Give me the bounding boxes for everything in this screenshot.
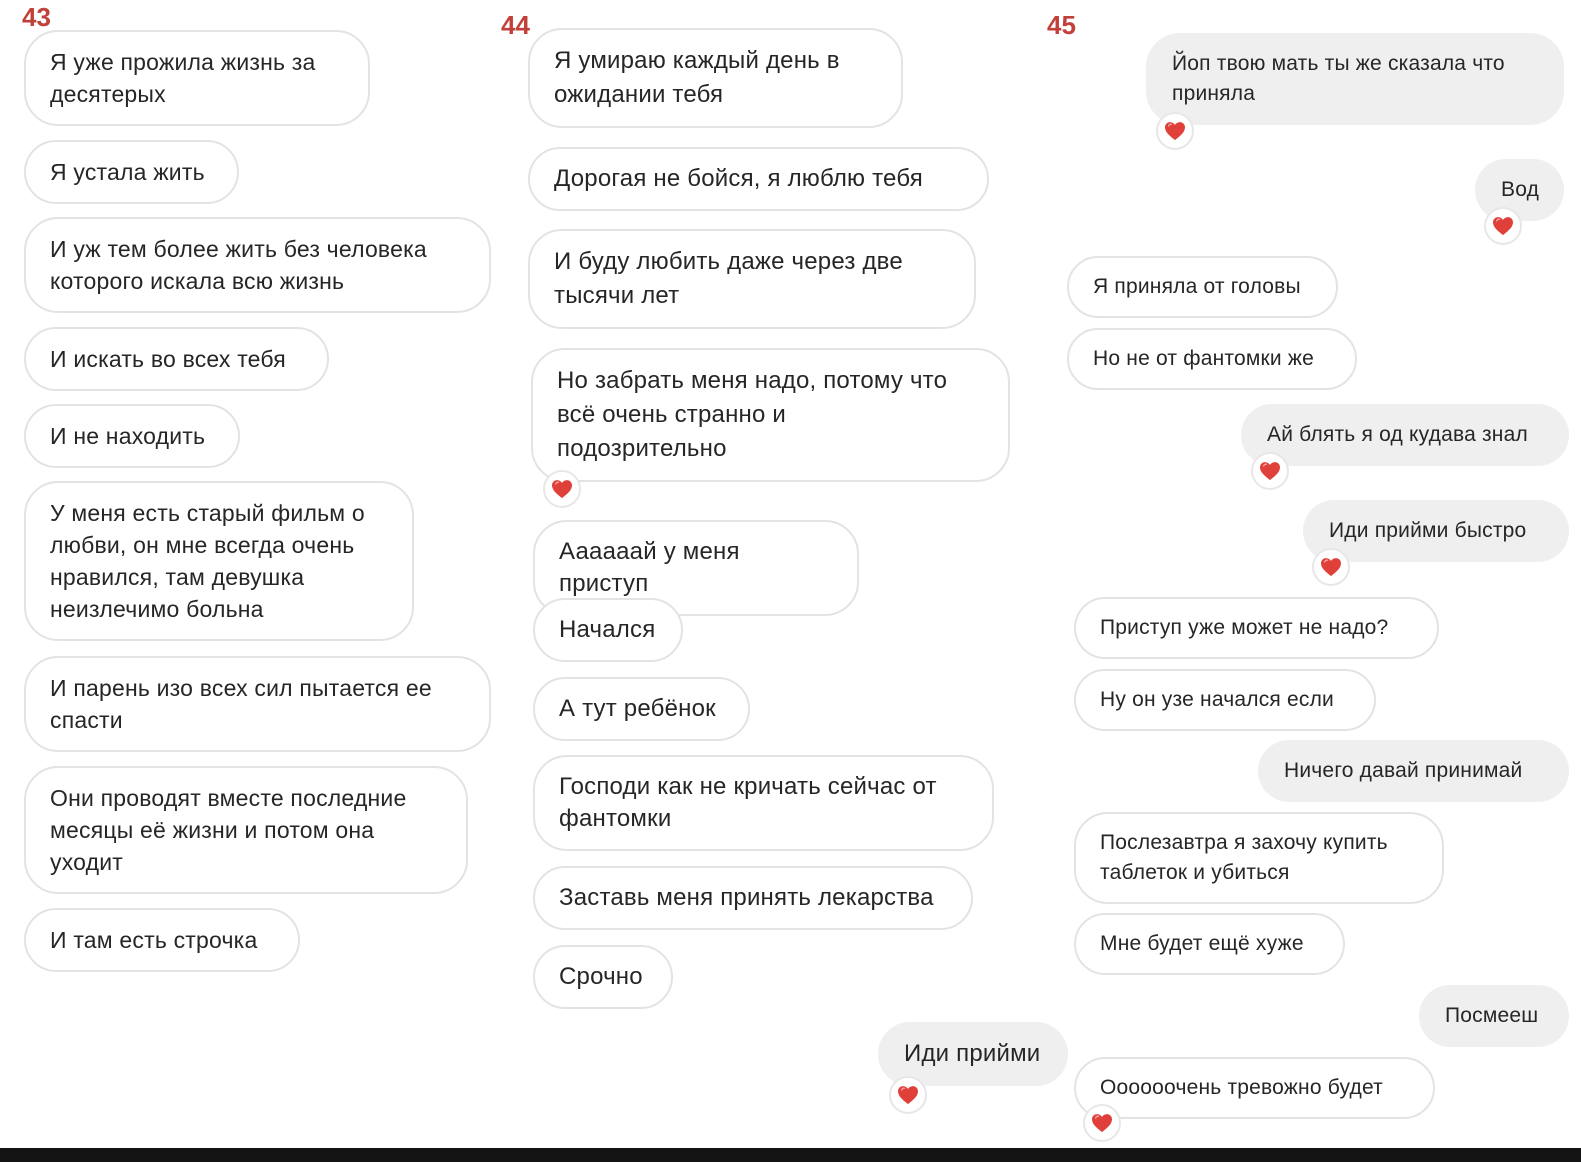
message-bubble[interactable]: Начался [533, 598, 683, 662]
heart-icon[interactable] [543, 470, 581, 508]
message-bubble[interactable]: Заставь меня принять лекарства [533, 866, 973, 930]
message-bubble[interactable]: И искать во всех тебя [24, 327, 329, 391]
chat-panel-45 [1047, 0, 1581, 1150]
message-bubble[interactable]: И не находить [24, 404, 240, 468]
message-bubble[interactable]: И уж тем более жить без человека которого искала всю жизнь [24, 217, 491, 313]
message-bubble[interactable]: А тут ребёнок [533, 677, 750, 741]
message-bubble[interactable]: Дорогая не бойся, я люблю тебя [528, 147, 989, 211]
message-bubble[interactable]: Я устала жить [24, 140, 239, 204]
heart-icon[interactable] [1083, 1104, 1121, 1142]
message-bubble[interactable]: Я умираю каждый день в ожидании тебя [528, 28, 903, 128]
message-bubble-outgoing[interactable]: Иди прийми [878, 1022, 1068, 1086]
message-bubble[interactable]: Оооооочень тревожно будет [1074, 1057, 1435, 1119]
message-bubble[interactable]: Я уже прожила жизнь за десятерых [24, 30, 370, 126]
heart-icon[interactable] [1156, 112, 1194, 150]
message-bubble[interactable]: Но забрать меня надо, потому что всё очень странно и подозрительно [531, 348, 1010, 482]
message-bubble[interactable]: И парень изо всех сил пытается ее спасти [24, 656, 491, 752]
heart-icon[interactable] [1251, 452, 1289, 490]
message-bubble[interactable]: У меня есть старый фильм о любви, он мне всегда очень нравился, там девушка неизлечимо больна [24, 481, 414, 641]
message-bubble-outgoing[interactable]: Вод [1475, 159, 1564, 221]
message-bubble[interactable]: Но не от фантомки же [1067, 328, 1357, 390]
message-bubble[interactable]: Мне будет ещё хуже [1074, 913, 1345, 975]
message-bubble[interactable]: Приступ уже может не надо? [1074, 597, 1439, 659]
panel-number: 43 [22, 2, 51, 32]
message-bubble[interactable]: Аааааай у меня приступ [533, 520, 859, 616]
message-bubble[interactable]: И буду любить даже через две тысячи лет [528, 229, 976, 329]
message-bubble[interactable]: Господи как не кричать сейчас от фантомки [533, 755, 994, 851]
panel-number: 45 [1047, 10, 1076, 40]
message-bubble-outgoing[interactable]: Ай блять я од кудава знал [1241, 404, 1569, 466]
message-bubble-outgoing[interactable]: Ничего давай принимай [1258, 740, 1569, 802]
panel-number: 44 [501, 10, 530, 40]
message-bubble-outgoing[interactable]: Посмееш [1419, 985, 1569, 1047]
message-bubble[interactable]: Я приняла от головы [1067, 256, 1338, 318]
heart-icon[interactable] [1312, 548, 1350, 586]
chat-panel-43 [0, 0, 505, 1150]
heart-icon[interactable] [1484, 207, 1522, 245]
message-bubble-outgoing[interactable]: Йоп твою мать ты же сказала что приняла [1146, 33, 1564, 125]
bottom-edge-bar [0, 1148, 1581, 1162]
message-bubble[interactable]: Срочно [533, 945, 673, 1009]
message-bubble[interactable]: Ну он узе начался если [1074, 669, 1376, 731]
message-bubble[interactable]: Они проводят вместе последние месяцы её жизни и потом она уходит [24, 766, 468, 894]
message-bubble[interactable]: Послезавтра я захочу купить таблеток и убиться [1074, 812, 1444, 904]
message-bubble[interactable]: И там есть строчка [24, 908, 300, 972]
chat-panel-44 [501, 0, 1065, 1150]
message-bubble-outgoing[interactable]: Иди прийми быстро [1303, 500, 1569, 562]
heart-icon[interactable] [889, 1076, 927, 1114]
